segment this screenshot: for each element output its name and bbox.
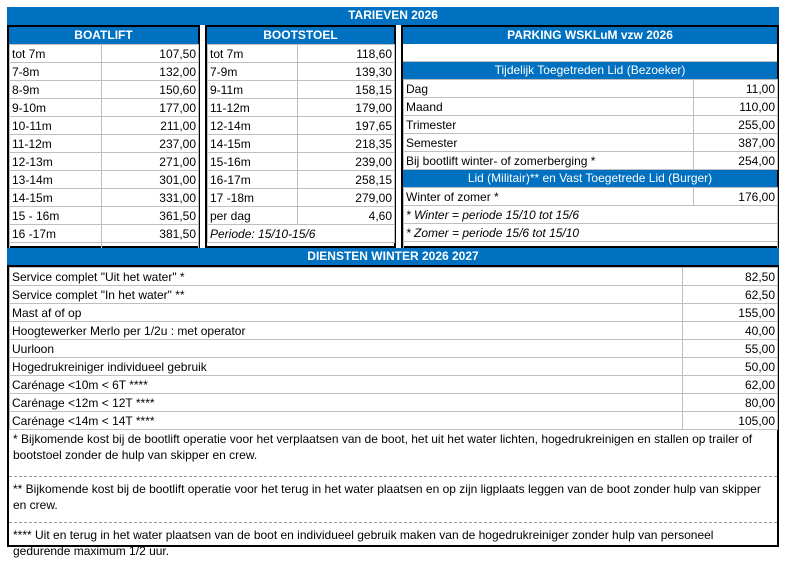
table-row	[404, 206, 778, 224]
table-row	[208, 135, 395, 153]
boatlift-header: BOATLIFT	[9, 27, 198, 44]
row-price: 40,00	[683, 322, 778, 340]
table-row	[10, 358, 778, 376]
table-row	[208, 225, 395, 243]
bootstoel-periode: Periode: 15/10-15/6	[208, 225, 395, 243]
table-row	[404, 80, 778, 98]
table-row	[208, 99, 395, 117]
table-row	[10, 117, 199, 135]
row-price: 62,00	[683, 376, 778, 394]
row-price: 271,00	[102, 153, 199, 171]
parking-spacer	[403, 44, 777, 62]
row-label: 15 - 16m	[10, 207, 102, 225]
row-label: Bij bootlift winter- of zomerberging *	[404, 152, 694, 170]
row-price: 177,00	[102, 99, 199, 117]
row-label: 7-8m	[10, 63, 102, 81]
table-row	[208, 189, 395, 207]
table-row	[404, 134, 778, 152]
table-row	[208, 171, 395, 189]
row-price: 218,35	[298, 135, 395, 153]
row-price: 197,65	[298, 117, 395, 135]
row-label: Winter of zomer *	[404, 188, 694, 206]
row-price: 301,00	[102, 171, 199, 189]
lid-header: Lid (Militair)** en Vast Toegetrede Lid (Burger)	[403, 170, 777, 187]
table-row	[10, 63, 199, 81]
footnote-1: * Bijkomende kost bij de bootlift operatie voor het verplaatsen van de boot, het uit het water lichten, hogedrukreinigen en stallen op trailer of bootstoel zonder de hulp van skipper en crew.	[9, 430, 777, 477]
row-label: 15-16m	[208, 153, 298, 171]
table-row	[10, 376, 778, 394]
row-label: tot 7m	[208, 45, 298, 63]
row-label: Uurloon	[10, 340, 683, 358]
table-row	[10, 135, 199, 153]
table-row	[208, 117, 395, 135]
row-label: 12-14m	[208, 117, 298, 135]
row-label: Carénage <14m < 14T ****	[10, 412, 683, 430]
bezoeker-header: Tijdelijk Toegetreden Lid (Bezoeker)	[403, 62, 777, 79]
row-price: 11,00	[694, 80, 778, 98]
row-price: 381,50	[102, 225, 199, 243]
row-label: 7-9m	[208, 63, 298, 81]
table-row	[10, 304, 778, 322]
row-label: 13-14m	[10, 171, 102, 189]
bootstoel-table	[207, 44, 395, 243]
row-label: 11-12m	[208, 99, 298, 117]
row-label: 16-17m	[208, 171, 298, 189]
diensten-table	[9, 267, 778, 430]
bootstoel-section	[205, 25, 396, 248]
diensten-section	[7, 265, 779, 558]
table-row	[10, 171, 199, 189]
table-row	[208, 81, 395, 99]
row-price: 4,60	[298, 207, 395, 225]
row-label: Service complet "In het water" **	[10, 286, 683, 304]
footnote-3: **** Uit en terug in het water plaatsen van de boot en individueel gebruik maken van de hogedrukreiniger zonder hulp van personeel gedurende maximum 1/2 uur.	[13, 528, 714, 558]
row-price: 158,15	[298, 81, 395, 99]
table-row	[208, 207, 395, 225]
page-title: TARIEVEN 2026	[7, 7, 779, 25]
table-row	[10, 394, 778, 412]
row-price: 80,00	[683, 394, 778, 412]
row-price: 279,00	[298, 189, 395, 207]
row-label: 9-11m	[208, 81, 298, 99]
table-row	[10, 322, 778, 340]
row-label: Carénage <10m < 6T ****	[10, 376, 683, 394]
table-row	[10, 99, 199, 117]
table-row	[10, 153, 199, 171]
row-label: Service complet "Uit het water" *	[10, 268, 683, 286]
row-label: Hoogtewerker Merlo per 1/2u : met operator	[10, 322, 683, 340]
table-row	[208, 45, 395, 63]
parking-section	[401, 25, 779, 248]
row-price: 155,00	[683, 304, 778, 322]
table-row	[10, 189, 199, 207]
table-row	[10, 81, 199, 99]
table-row	[404, 116, 778, 134]
diensten-header: DIENSTEN WINTER 2026 2027	[7, 248, 779, 266]
parking-note: * Zomer = periode 15/6 tot 15/10	[404, 224, 778, 242]
row-price: 254,00	[694, 152, 778, 170]
row-price: 107,50	[102, 45, 199, 63]
row-price: 150,60	[102, 81, 199, 99]
row-label: 14-15m	[10, 189, 102, 207]
table-row	[10, 340, 778, 358]
row-price: 331,00	[102, 189, 199, 207]
row-label: Trimester	[404, 116, 694, 134]
table-row	[10, 225, 199, 243]
row-label: 9-10m	[10, 99, 102, 117]
row-price: 50,00	[683, 358, 778, 376]
row-label: 12-13m	[10, 153, 102, 171]
table-row	[10, 412, 778, 430]
row-price: 105,00	[683, 412, 778, 430]
row-price: 55,00	[683, 340, 778, 358]
row-label: tot 7m	[10, 45, 102, 63]
row-price: 82,50	[683, 268, 778, 286]
parking-header: PARKING WSKLuM vzw 2026	[403, 27, 777, 44]
row-price: 110,00	[694, 98, 778, 116]
row-label: Semester	[404, 134, 694, 152]
row-label: 8-9m	[10, 81, 102, 99]
table-row	[208, 153, 395, 171]
table-row	[10, 286, 778, 304]
boatlift-table	[9, 44, 199, 261]
table-row	[10, 45, 199, 63]
row-label: Hogedrukreiniger individueel gebruik	[10, 358, 683, 376]
row-price: 361,50	[102, 207, 199, 225]
row-price: 139,30	[298, 63, 395, 81]
row-label: 10-11m	[10, 117, 102, 135]
row-price: 118,60	[298, 45, 395, 63]
row-price: 132,00	[102, 63, 199, 81]
boatlift-section	[7, 25, 200, 248]
row-label: Dag	[404, 80, 694, 98]
row-label: per dag	[208, 207, 298, 225]
table-row	[208, 63, 395, 81]
table-row	[404, 98, 778, 116]
row-label: Carénage <12m < 12T ****	[10, 394, 683, 412]
table-row	[404, 152, 778, 170]
row-label: 16 -17m	[10, 225, 102, 243]
row-label: 14-15m	[208, 135, 298, 153]
row-price: 179,00	[298, 99, 395, 117]
row-price: 387,00	[694, 134, 778, 152]
row-label: Maand	[404, 98, 694, 116]
row-price: 255,00	[694, 116, 778, 134]
row-price: 237,00	[102, 135, 199, 153]
row-price: 258,15	[298, 171, 395, 189]
bootstoel-header: BOOTSTOEL	[207, 27, 394, 44]
bezoeker-table	[403, 79, 778, 170]
row-label: 11-12m	[10, 135, 102, 153]
row-price: 239,00	[298, 153, 395, 171]
table-row	[404, 188, 778, 206]
table-row	[404, 224, 778, 242]
parking-note: * Winter = periode 15/10 tot 15/6	[404, 206, 778, 224]
row-price: 211,00	[102, 117, 199, 135]
table-row	[10, 268, 778, 286]
footnote-2: ** Bijkomende kost bij de bootlift operatie voor het terug in het water plaatsen en op zijn ligplaats leggen van de boot zonder hulp van skipper en crew.	[9, 477, 777, 523]
row-label: 17 -18m	[208, 189, 298, 207]
row-price: 62,50	[683, 286, 778, 304]
table-row	[10, 207, 199, 225]
row-price: 176,00	[694, 188, 778, 206]
row-label: Mast af of op	[10, 304, 683, 322]
